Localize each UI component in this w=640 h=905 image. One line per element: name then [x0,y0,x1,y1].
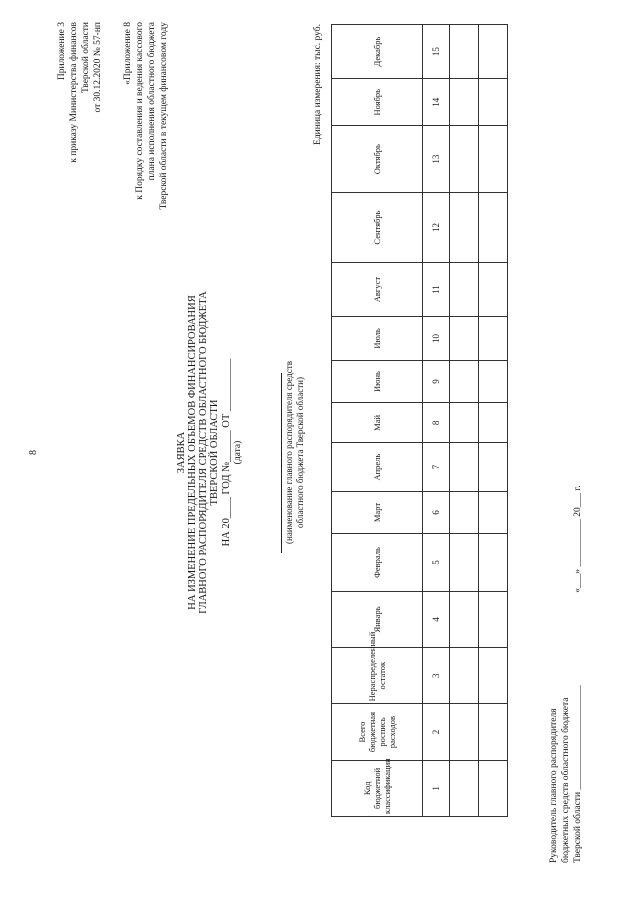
header-cell: Сентябрь [332,192,423,262]
header-cell: Апрель [332,443,423,491]
header-cell: Июль [332,317,423,361]
org-name-rule [281,373,282,553]
org-name-caption [284,0,306,905]
title-line: ГЛАВНОГО РАСПОРЯДИТЕЛЯ СРЕДСТВ ОБЛАСТНОГО БЮДЖЕТА [198,291,209,614]
appendix-3-line: к приказу Министерства финансов [69,22,79,163]
appendix-8-line: «Приложение 8 [123,22,133,85]
signature-official: Тверской области ______________________ [573,685,583,863]
header-cell: Нераспределенный остаток [332,648,423,704]
header-cell: Май [332,403,423,443]
table-header-row [332,25,423,817]
appendix-8-line: к Порядку составления и ведения кассового [135,22,145,200]
header-cell: Ноябрь [332,79,423,126]
header-cell: Март [332,491,423,534]
document-title [176,0,220,905]
org-caption-line: (наименование главного распорядителя средств [284,361,294,544]
header-cell: Всего бюджетная роспись расходов [332,704,423,760]
signature-line [572,485,584,863]
title-line: ТВЕРСКОЙ ОБЛАСТИ [209,399,220,506]
table-number-row [423,25,450,817]
column-number: 12 [423,192,450,262]
header-cell: Декабрь [332,25,423,79]
signature-date: «___» __________ 20___ г. [573,485,583,593]
appendix-8-line: Тверской области в текущем финансовом году [159,22,169,210]
request-table [331,24,508,817]
unit-label: Единица измерения: тыс. руб. [313,24,323,145]
date-caption: (дата) [233,440,243,465]
column-number: 5 [423,534,450,591]
appendix-3-line: от 30.12.2020 № 57-нп [93,22,103,113]
header-cell: Июнь [332,360,423,403]
column-number: 13 [423,126,450,193]
column-number: 15 [423,25,450,79]
column-number: 4 [423,591,450,647]
signature-line: Руководитель главного распорядителя [549,708,559,863]
column-number: 1 [423,760,450,816]
column-number: 3 [423,648,450,704]
column-number: 11 [423,263,450,317]
appendix-3-line: Приложение 3 [57,22,67,81]
year-number-date-line: НА 20____ ГОД №______ ОТ __________ [221,358,232,547]
column-number: 10 [423,317,450,361]
title-line: ЗАЯВКА [176,431,187,474]
column-number: 8 [423,403,450,443]
column-number: 9 [423,360,450,403]
appendix-3-line: Тверской области [81,22,91,94]
signature-line: бюджетных средств областного бюджета [561,697,571,863]
header-cell: Январь [332,591,423,647]
column-number: 14 [423,79,450,126]
column-number: 6 [423,491,450,534]
org-caption-line: областного бюджета Тверской области) [295,377,305,528]
header-cell: Август [332,263,423,317]
column-number: 7 [423,443,450,491]
column-number: 2 [423,704,450,760]
header-cell: Октябрь [332,126,423,193]
page-number: 8 [28,450,39,455]
appendix-8-line: плана исполнения областного бюджета [147,22,157,181]
appendix-8-note [122,22,170,342]
table-blank-row [450,25,479,817]
table-blank-row [479,25,508,817]
title-line: НА ИЗМЕНЕНИЕ ПРЕДЕЛЬНЫХ ОБЪЕМОВ ФИНАНСИРОВАНИЯ [187,295,198,610]
appendix-3-note [56,22,104,322]
signature-block [548,485,584,863]
header-cell: Код бюджетной классификации [332,760,423,816]
header-cell: Февраль [332,534,423,591]
